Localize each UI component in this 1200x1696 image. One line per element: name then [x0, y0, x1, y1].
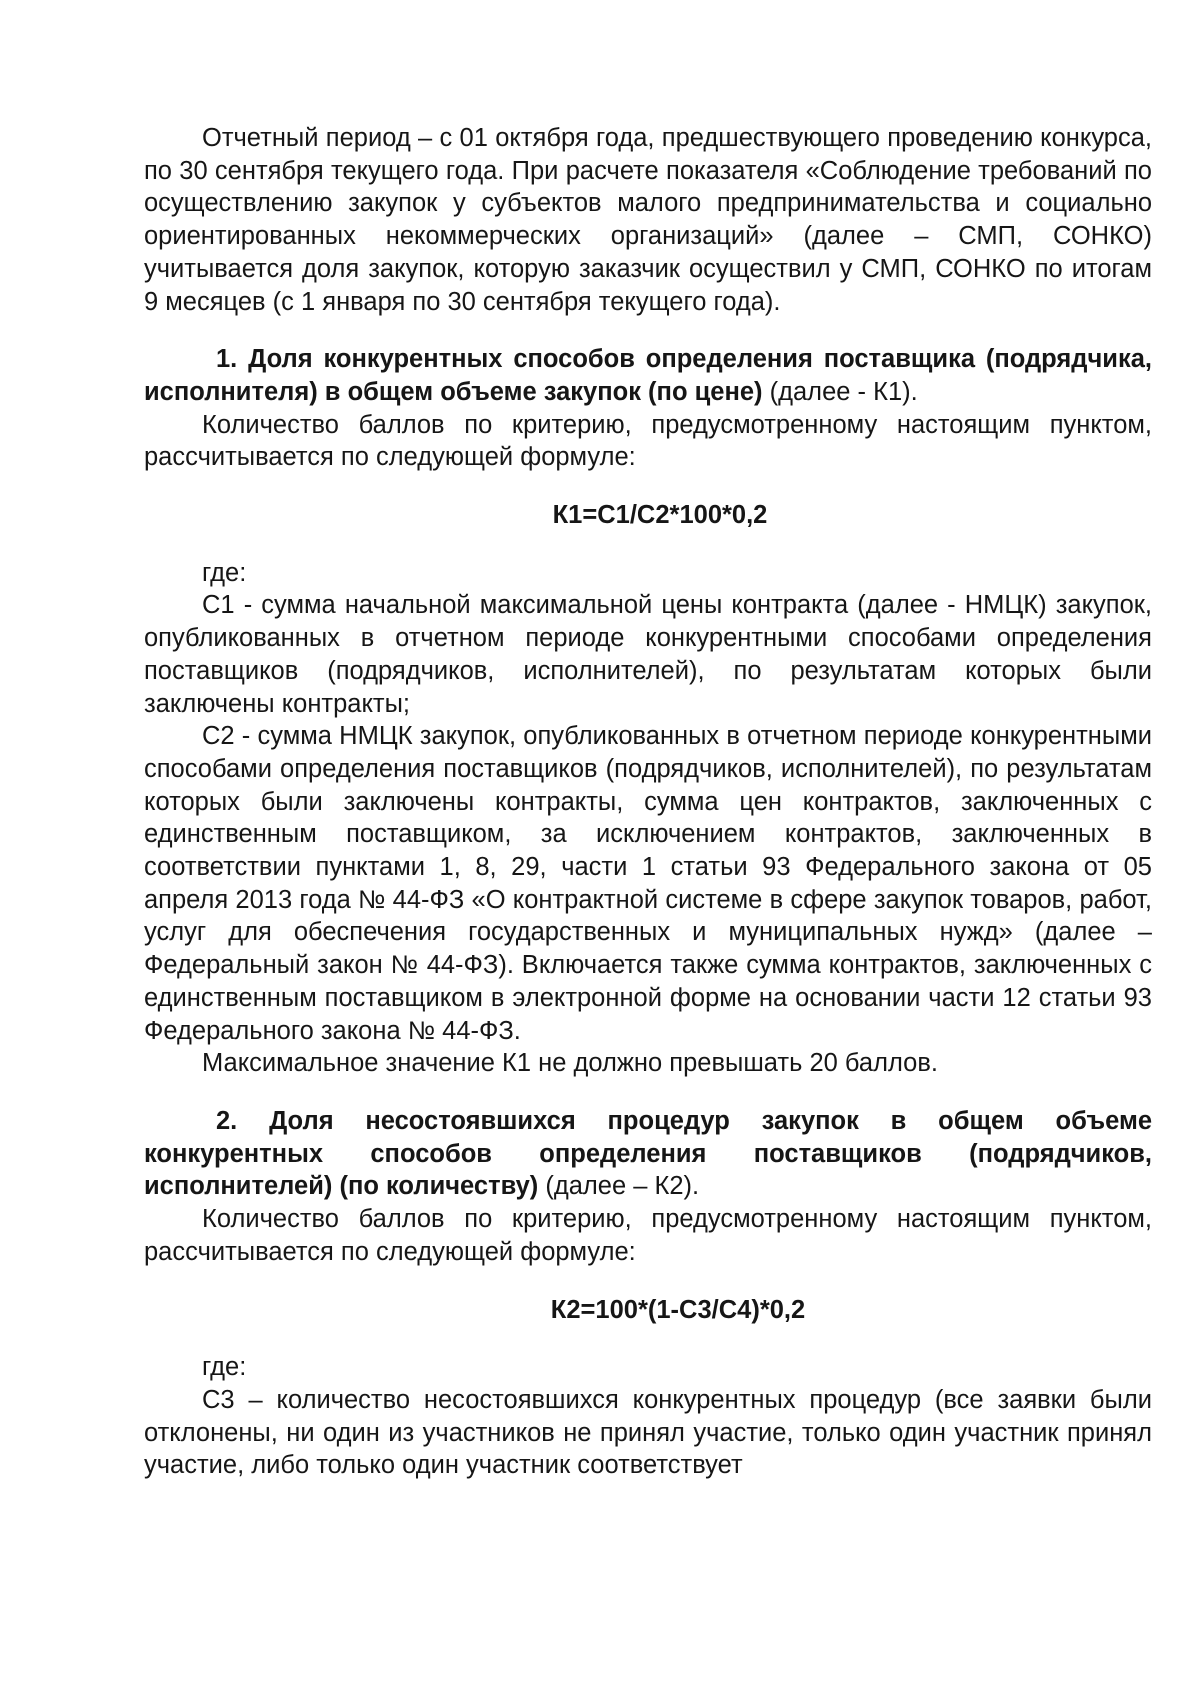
- k1-max-value-note: Максимальное значение К1 не должно превышать 20 баллов.: [202, 1049, 938, 1078]
- section-1-heading-bold: 1. Доля конкурентных способов определения поставщика (подрядчика, исполнителя) в общем объеме закупок (по цене): [144, 345, 1152, 406]
- section-2-heading: [144, 1105, 1152, 1203]
- intro-paragraph: Отчетный период – с 01 октября года, предшествующего проведению конкурса, по 30 сентября текущего года. При расчете показателя «Соблюдение требований по осуществлению закупок у субъектов малого предпринимательства и социально ориентированных некоммерческих организаций» (далее – СМП, СОНКО) учитывается доля закупок, которую заказчик осуществил у СМП, СОНКО по итогам 9 месяцев (с 1 января по 30 сентября текущего года).: [144, 124, 1152, 316]
- formula-k2: К2=100*(1-С3/С4)*0,2: [550, 1295, 806, 1324]
- section-2-heading-tail: (далее – К2).: [538, 1172, 700, 1201]
- definition-c2: С2 - сумма НМЦК закупок, опубликованных в отчетном периоде конкурентными способами определения поставщиков (подрядчиков, исполнителей), по результатам которых были заключены контракты, сумма цен контрактов, заключенных с единственным поставщиком, за исключением контрактов, заключенных в соответствии пунктами 1, 8, 29, части 1 статьи 93 Федерального закона от 05 апреля 2013 года № 44-ФЗ «О контрактной системе в сфере закупок товаров, работ, услуг для обеспечения государственных и муниципальных нужд» (далее – Федеральный закон № 44-ФЗ). Включается также сумма контрактов, заключенных с единственным поставщиком в электронной форме на основании части 12 статьи 93 Федерального закона № 44-ФЗ.: [144, 722, 1152, 1045]
- definition-c3: С3 – количество несостоявшихся конкурентных процедур (все заявки были отклонены, ни один из участников не принял участие, только один участник принял участие, либо только один участник соответствует: [144, 1385, 1152, 1480]
- section-1-method-paragraph: Количество баллов по критерию, предусмотренному настоящим пунктом, рассчитывается по следующей формуле:: [144, 410, 1152, 472]
- definition-c1: С1 - сумма начальной максимальной цены контракта (далее - НМЦК) закупок, опубликованных в отчетном периоде конкурентными способами определения поставщиков (подрядчиков, исполнителей), по результатам которых были заключены контракты;: [144, 591, 1152, 718]
- section-1-where-label: где:: [202, 558, 247, 587]
- section-1-heading-tail: (далее - К1).: [762, 377, 918, 406]
- formula-k1: К1=С1/С2*100*0,2: [552, 501, 768, 530]
- section-1-heading: [144, 343, 1152, 408]
- section-2-where-label: где:: [202, 1353, 247, 1382]
- document-page: [144, 122, 1152, 1482]
- section-2-method-paragraph: Количество баллов по критерию, предусмотренному настоящим пунктом, рассчитывается по следующей формуле:: [144, 1205, 1152, 1266]
- section-2-heading-bold: 2. Доля несостоявшихся процедур закупок в общем объеме конкурентных способов определения поставщиков (подрядчиков, исполнителей) (по количеству): [144, 1106, 1152, 1201]
